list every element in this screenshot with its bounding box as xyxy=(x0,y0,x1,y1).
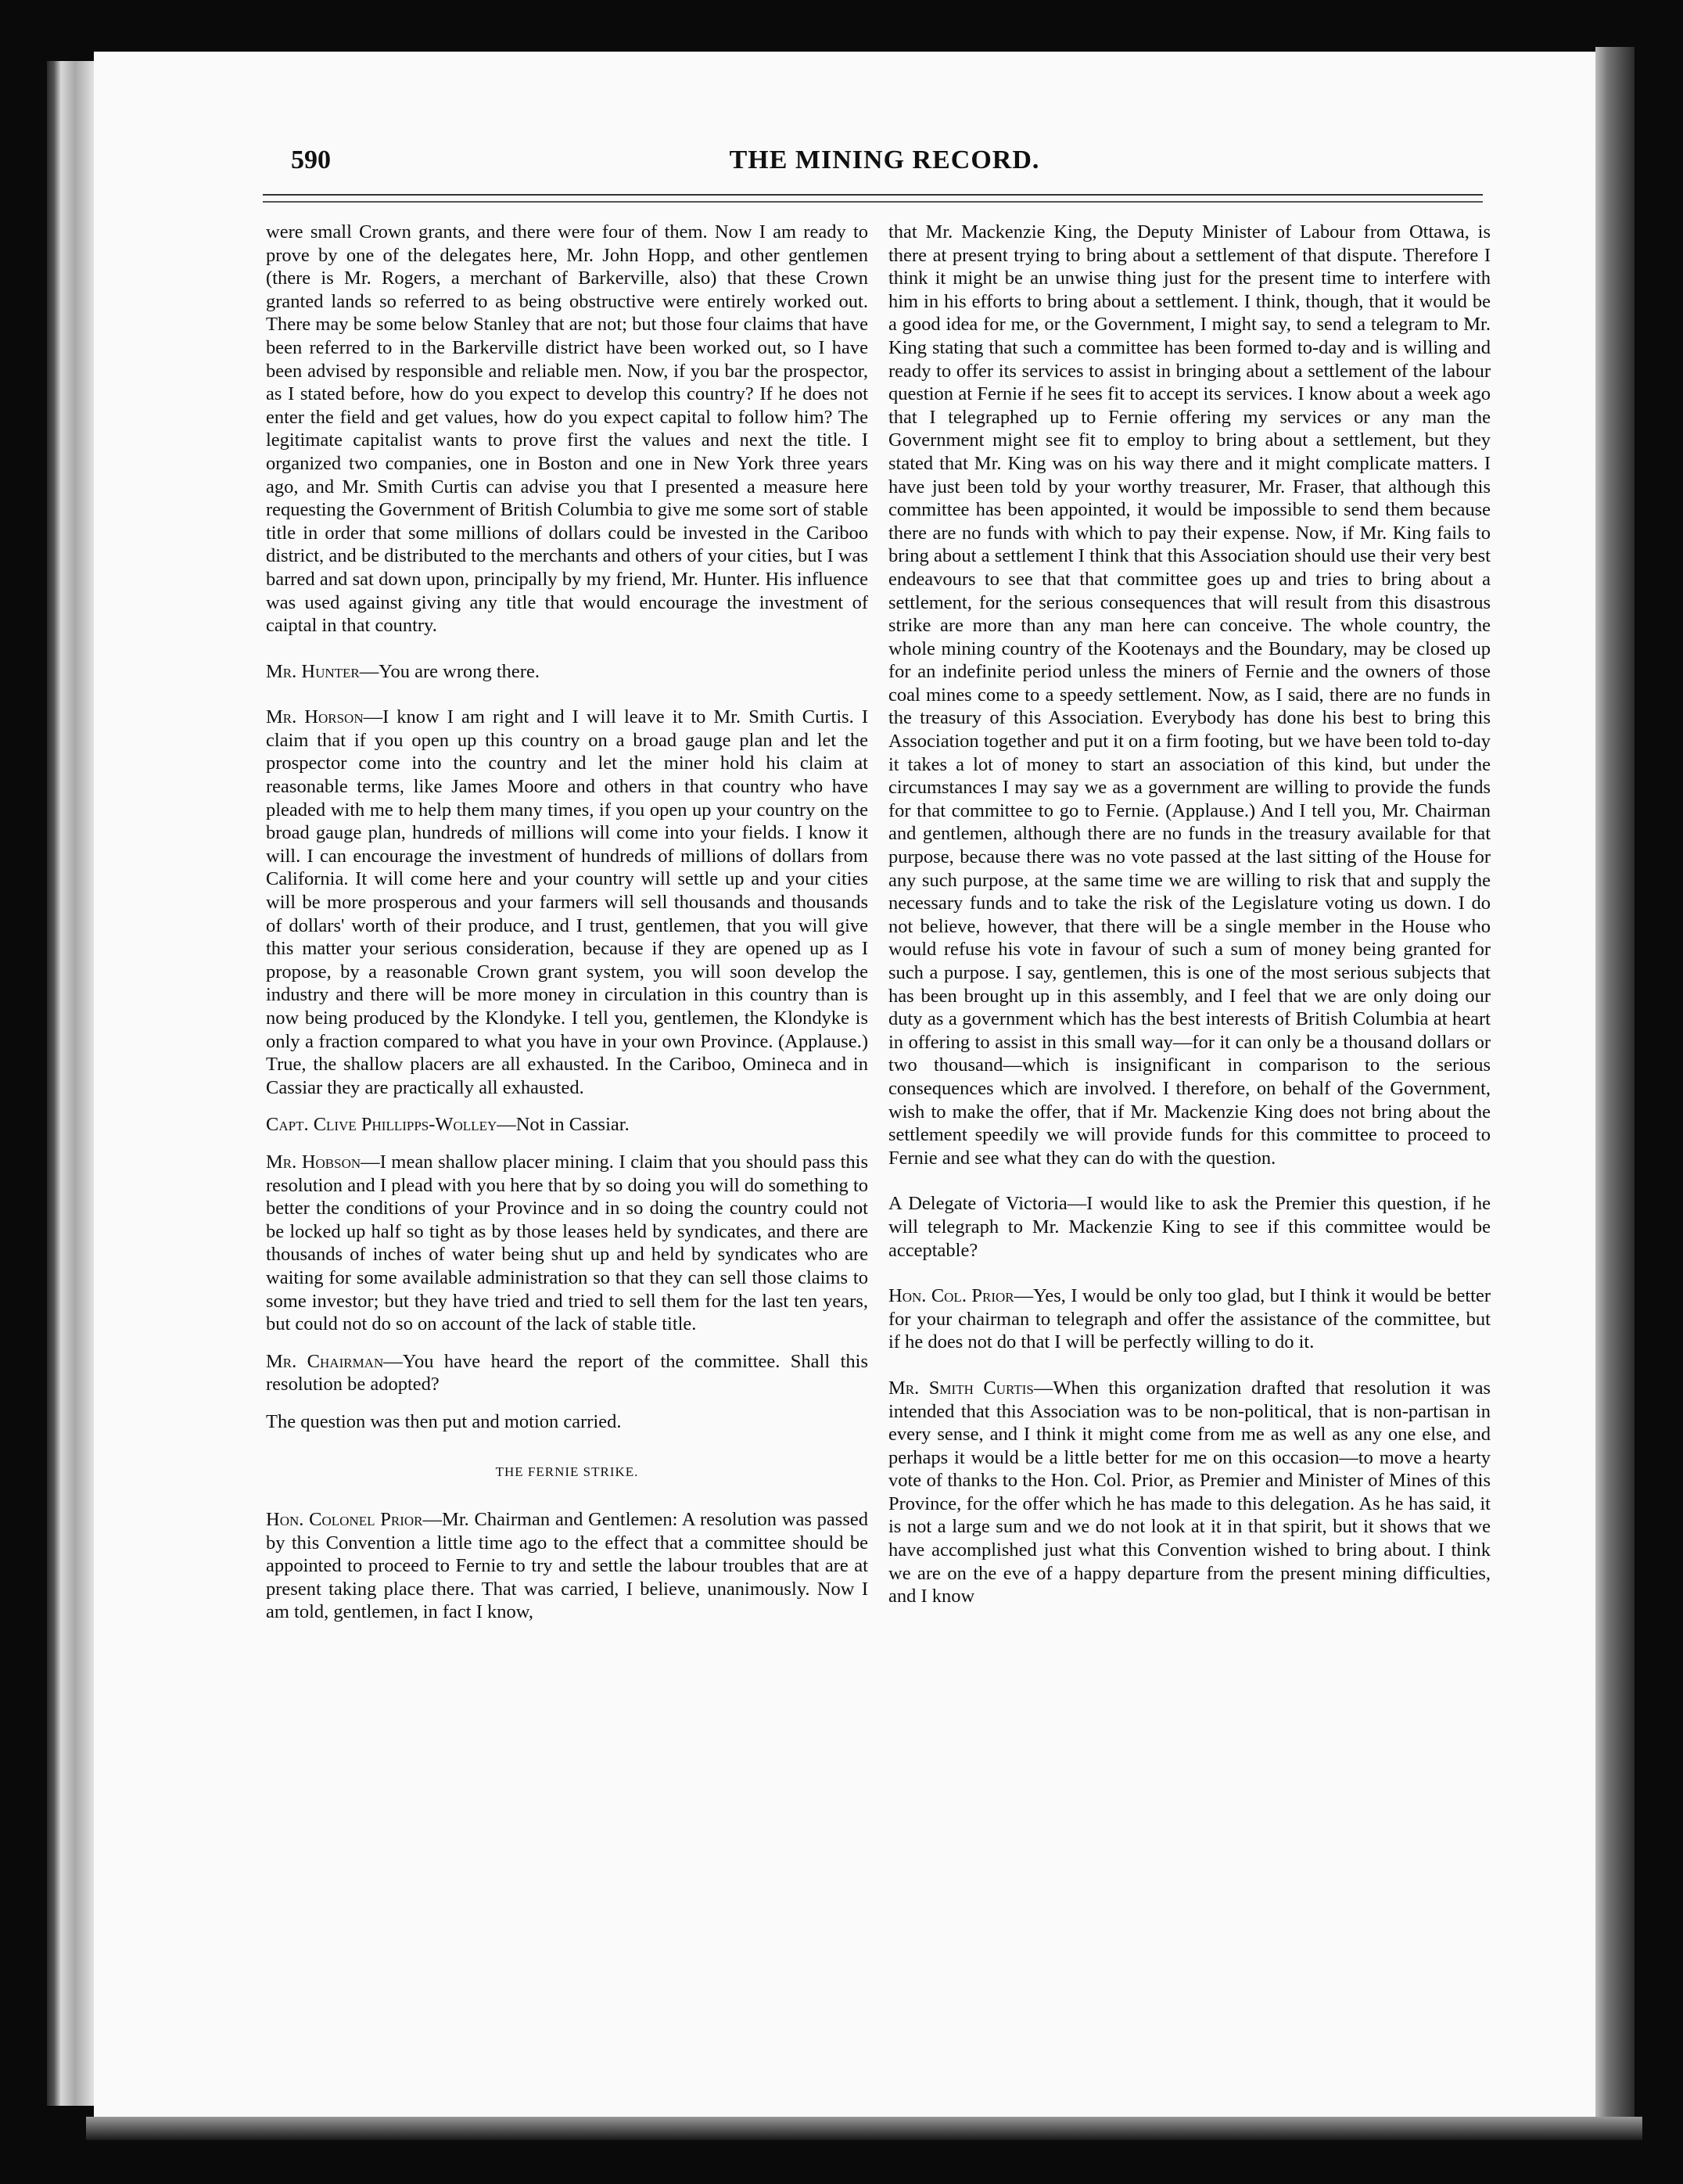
paragraph xyxy=(266,660,868,684)
speaker-name: Mr. Horson xyxy=(266,706,364,728)
speech-text: —Not in Cassiar. xyxy=(497,1114,630,1136)
speaker-name: Mr. Smith Curtis xyxy=(888,1377,1034,1399)
paragraph: The question was then put and motion carried. xyxy=(266,1410,622,1432)
paragraph xyxy=(266,706,868,1099)
journal-title: THE MINING RECORD. xyxy=(729,145,1040,174)
speech-text: —When this organization drafted that resolution it was intended that this Association was to be non-political, that is non-partisan in every sense, and I think it might come from me as well as any one else, and perhaps it would be a little better for me on this occasion—to move a hearty vote of thanks to the Hon. Col. Prior, as Premier and Minister of Mines of this Province, for the offer which he has made to this delegation. As he has said, it is not a large sum and we do not look at it in that spirit, but it shows that we have accomplished just what this Convention wished to bring about. I think we are on the eve of a happy departure from the present mining difficulties, and I know xyxy=(888,1377,1491,1607)
paragraph xyxy=(266,1350,868,1396)
speech-text: —You are wrong there. xyxy=(359,660,540,682)
speech-text: —I know I am right and I will leave it to Mr. Smith Curtis. I claim that if you open up this country on a broad gauge plan and let the prospector come into the country and let the miner hold his claim at reasonable terms, like James Moore and others in that country who have pleaded with me to help them many times, if you open up your country on the broad gauge plan, hundreds of millions will come into your fields. I know it will. I can encourage the investment of hundreds of millions of dollars from California. It will come here and your country will settle up and your cities will be more prosperous and your farmers will sell thousands and thousands of dollars' worth of their produce, and I trust, gentlemen, that you will give this matter your serious consideration, because if they are opened up as I propose, by a reasonable Crown grant system, you will soon develop the industry and there will be more money in circulation in this country than is now being produced by the Klondyke. I tell you, gentlemen, the Klondyke is only a fraction compared to what you have in your own Province. (Applause.) True, the shallow placers are all exhausted. In the Cariboo, Omineca and in Cassiar they are practically all exhausted. xyxy=(266,706,868,1098)
speech-text: —You have heard the report of the committee. Shall this resolution be adopted? xyxy=(266,1350,868,1396)
speech-text: —I mean shallow placer mining. I claim that you should pass this resolution and I plead with you here that by so doing you will do something to better the conditions of your Province and in so doing the country could not be locked up half so tight as by those leases held by syndicates, and there are thousands of inches of water being shut up and held by syndicates who are waiting for some available administration so that they can sell those claims to some investor; but they have tried and tried to sell them for the last ten years, but could not do so on account of the lack of stable title. xyxy=(266,1151,869,1335)
speaker-name: Mr. Hunter xyxy=(266,660,360,682)
page-header xyxy=(291,145,1478,185)
section-heading: THE FERNIE STRIKE. xyxy=(495,1464,639,1479)
book-binding xyxy=(47,61,94,2106)
speaker-name: Capt. Clive Phillipps-Wolley xyxy=(266,1114,497,1136)
paragraph: that Mr. Mackenzie King, the Deputy Minister of Labour from Ottawa, is there at present trying to bring about a settlement of that dispute. Therefore I think it might be an unwise thing just for the present time to interfere with him in his efforts to bring about a settlement. I think, though, that it would be a good idea for me, or the Government, I might say, to send a telegram to Mr. King stating that such a committee has been formed to-day and is willing and ready to offer its services to assist in bringing about a settlement of the labour question at Fernie if he sees fit to accept its services. I know about a week ago that I telegraphed up to Fernie offering my services or any man the Government might see fit to employ to bring about a settlement, but they stated that Mr. King was on his way there and it might complicate matters. I have just been told by your worthy treasurer, Mr. Fraser, that although this committee has been appointed, it would be impossible to send them because there are no funds with which to pay their expense. Now, if Mr. King fails to bring about a settlement I think that this Association should use their very best endeavours to see that that committee goes up and tries to bring about a settlement, for the serious consequences that will result from this disastrous strike are more than any man here can conceive. The whole country, the whole mining country of the Kootenays and the Boundary, may be closed up for an indefinite period unless the miners of Fernie and the owners of those coal mines come to a speedy settlement. Now, as I said, there are no funds in the treasury of this Association. Everybody has done his best to bring this Association together and put it on a firm footing, but we have been told to-day it takes a lot of money to start an association of this kind, but under the circumstances I may say we as a government are willing to provide the funds for that committee to go to Fernie. (Applause.) And I tell you, Mr. Chairman and gentlemen, although there are no funds in the treasury available for that purpose, because there was no vote passed at the last sitting of the House for any such purpose, at the same time we are willing to risk that and supply the necessary funds and to take the risk of the Legislature voting us down. I do not believe, however, that there will be a single member in the House who would refuse his vote in favour of such a sum of money being granted for such a purpose. I say, gentlemen, this is one of the most serious subjects that has been brought up in this assembly, and I feel that we are only doing our duty as a government which has the best interests of British Columbia at heart in offering to assist in this small way—for it can only be a thousand dollars or two thousand—which is insignificant in comparison to the serious consequences which are involved. I therefore, on behalf of the Government, wish to make the offer, that if Mr. Mackenzie King does not bring about the settlement speedily we will provide funds for this committee to proceed to Fernie and see what they can do with the question. xyxy=(888,221,1491,1169)
speech-text: —Yes, I would be only too glad, but I think it would be better for your chairman to telegraph and offer the assistance of the committee, but if he does not do that I will be perfectly willing to do it. xyxy=(888,1285,1491,1353)
speech-text: —Mr. Chairman and Gentlemen: A resolution was passed by this Convention a little time ago to the effect that a committee should be appointed to proceed to Fernie to try and settle the labour troubles that are at present taking place there. That was carried, I believe, unanimously. Now I am told, gentlemen, in fact I know, xyxy=(266,1509,868,1623)
page-number: 590 xyxy=(291,145,331,174)
paragraph xyxy=(888,1284,1491,1354)
paragraph xyxy=(266,1151,868,1336)
page-bottom-edge xyxy=(86,2117,1642,2140)
speaker-name: Mr. Hobson xyxy=(266,1151,361,1173)
right-page-edge xyxy=(1595,47,1635,2128)
paragraph xyxy=(266,1113,868,1137)
speaker-name: Hon. Col. Prior xyxy=(888,1285,1014,1307)
paragraph: were small Crown grants, and there were four of them. Now I am ready to prove by one of the delegates here, Mr. John Hopp, and other gentlemen (there is Mr. Rogers, a merchant of Barkerville, also) that these Crown granted lands so referred to as being obstructive were entirely worked out. There may be some below Stanley that are not; but those four claims that have been referred to in the Barkerville district have been worked out, so I have been advised by responsible and reliable men. Now, if you bar the prospector, as I stated before, how do you expect to develop this country? If he does not enter the field and get values, how do you expect capital to follow him? The legitimate capitalist wants to prove first the values and next the title. I organized two companies, one in Boston and one in New York three years ago, and Mr. Smith Curtis can advise you that I presented a measure here requesting the Government of British Columbia to give me some sort of stable title in order that some millions of dollars could be invested in the Cariboo district, and be distributed to the merchants and others of your cities, but I was barred and sat down upon, principally by my friend, Mr. Hunter. His influence was used against giving any title that would encourage the investment of caiptal in that country. xyxy=(266,221,868,637)
speaker-name: Hon. Colonel Prior xyxy=(266,1509,423,1531)
right-column xyxy=(888,221,1491,1608)
left-column xyxy=(266,221,868,1624)
paragraph xyxy=(888,1377,1491,1608)
paragraph xyxy=(266,1508,868,1624)
paragraph: A Delegate of Victoria—I would like to ask the Premier this question, if he will telegraph to Mr. Mackenzie King to see if this committee would be acceptable? xyxy=(888,1193,1491,1261)
speaker-name: Mr. Chairman xyxy=(266,1350,384,1372)
header-rule xyxy=(263,194,1483,203)
